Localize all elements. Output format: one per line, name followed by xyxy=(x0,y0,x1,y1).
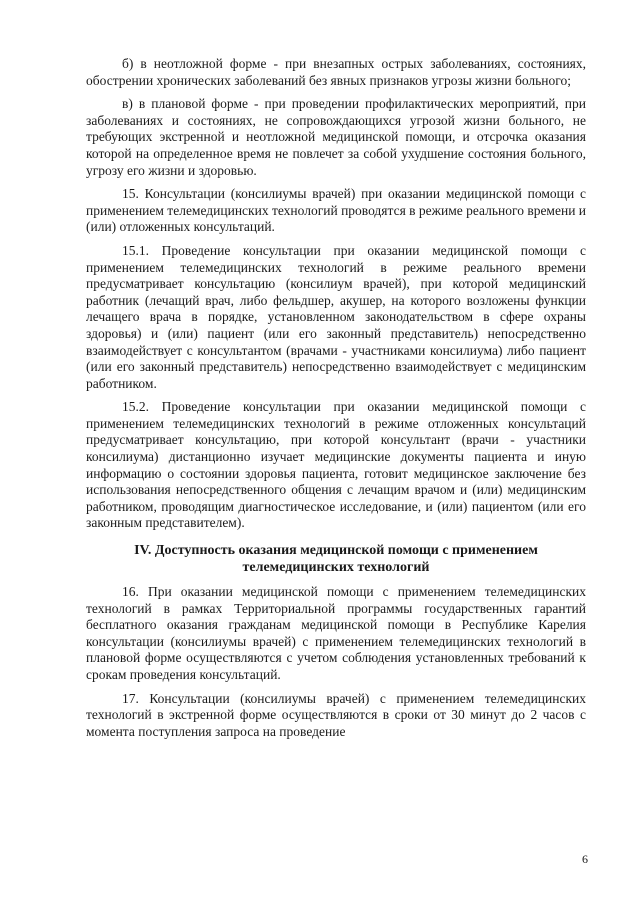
paragraph-15-1: 15.1. Проведение консультации при оказании медицинской помощи с применением телемедицинских технологий в режиме реального времени предусматривает консультацию (консилиум врачей), при которой медицинский работник (лечащий врач, либо фельдшер, акушер, на которого возложены функции лечащего врача в порядке, установленном законодательством в сфере охраны здоровья) и (или) пациент (или его законный представитель) непосредственно взаимодействует с консультантом (врачами - участниками консилиума) либо пациент (или его законный представитель) непосредственно взаимодействует с медицинским работником. xyxy=(86,242,586,391)
paragraph-17: 17. Консультации (консилиумы врачей) с применением телемедицинских технологий в экстренной форме осуществляются в сроки от 30 минут до 2 часов с момента поступления запроса на проведение xyxy=(86,690,586,739)
page-number: 6 xyxy=(582,852,588,866)
paragraph-16: 16. При оказании медицинской помощи с применением телемедицинских технологий в рамках Территориальной программы государственных гарантий бесплатного оказания гражданам медицинской помощи в Республике Карелия консультации (консилиумы врачей) с применением телемедицинских технологий в плановой форме осуществляются с учетом соблюдения установленных требований к срокам проведения консультаций. xyxy=(86,584,586,682)
paragraph-15-2: 15.2. Проведение консультации при оказании медицинской помощи с применением телемедицинских технологий в режиме отложенных консультаций предусматривает консультацию, при которой консультант (врачи - участники консилиума) дистанционно изучает медицинские документы пациента и иную информацию о состоянии здоровья пациента, готовит медицинское заключение без использования непосредственного общения с лечащим врачом и (или) медицинским работником, проводящим диагностическое исследование, и (или) пациентом (или его законным представителем). xyxy=(86,399,586,531)
document-body xyxy=(86,56,586,747)
paragraph-planned-form: в) в плановой форме - при проведении профилактических мероприятий, при заболеваниях и состояниях, не сопровождающихся угрозой жизни больного, не требующих экстренной и неотложной медицинской помощи, и отсрочка оказания которой на определенное время не повлечет за собой ухудшение состояния больного, угрозу его жизни и здоровью. xyxy=(86,96,586,178)
section-title-iv: IV. Доступность оказания медицинской помощи с применением телемедицинских технологий xyxy=(134,543,538,576)
paragraph-15: 15. Консультации (консилиумы врачей) при оказании медицинской помощи с применением телемедицинских технологий проводятся в режиме реального времени и (или) отложенных консультаций. xyxy=(86,186,587,235)
paragraph-urgent-form: б) в неотложной форме - при внезапных острых заболеваниях, состояниях, обострении хронических заболеваний без явных признаков угрозы жизни больного; xyxy=(86,56,586,88)
